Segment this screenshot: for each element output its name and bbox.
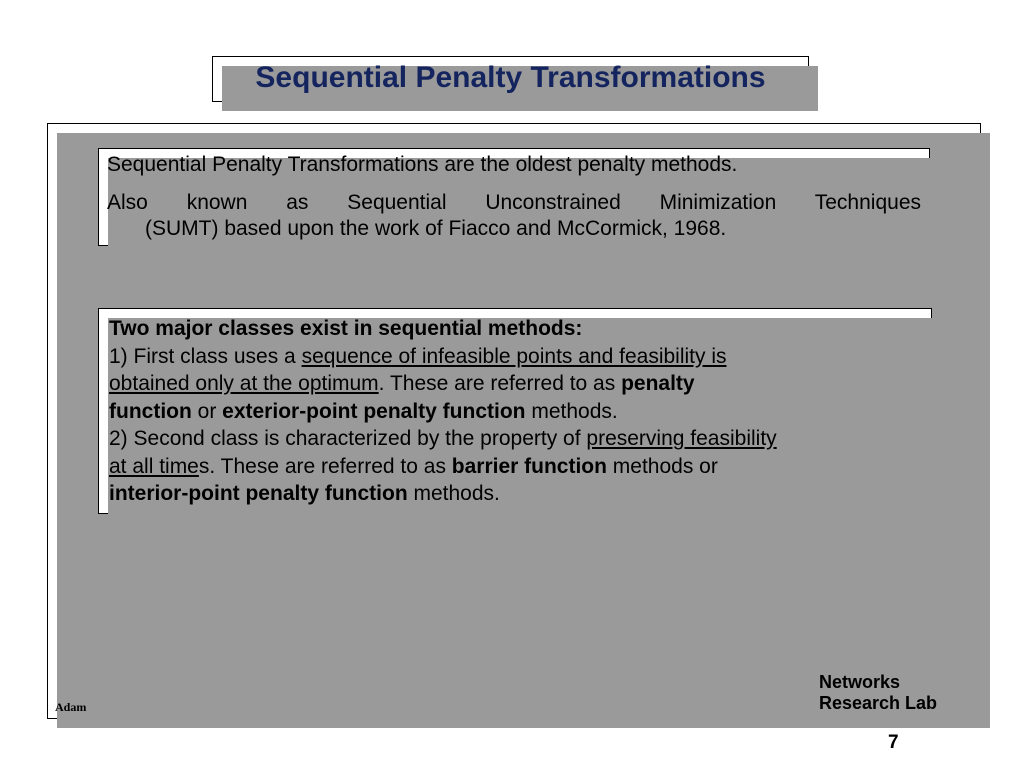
title-box — [212, 56, 809, 102]
lab-name — [819, 672, 937, 714]
second-class-line-2: at all times. These are referred to as barrier function methods or — [109, 454, 718, 478]
slide-title: Sequential Penalty Transformations — [255, 61, 766, 94]
second-class-line-3: interior-point penalty function methods. — [109, 482, 500, 505]
intro-text-box — [98, 148, 930, 246]
first-class-line-3: function or exterior-point penalty function methods. — [109, 399, 618, 423]
first-class-line-2: obtained only at the optimum. These are referred to as penalty — [109, 372, 695, 395]
first-class-line-1: 1) First class uses a sequence of infeasible points and feasibility is — [109, 344, 727, 368]
lab-name-line-2: Research Lab — [819, 693, 938, 713]
second-class-line-1: 2) Second class is characterized by the property of preserving feasibility — [109, 427, 777, 450]
page-number: 7 — [888, 732, 899, 753]
author-label: Adam — [55, 700, 87, 714]
intro-line-2: Also known as Sequential Unconstrained Minimization Techniques — [107, 191, 921, 214]
classes-text-box — [98, 308, 932, 514]
intro-line-1: Sequential Penalty Transformations are the oldest penalty methods. — [107, 153, 738, 176]
classes-heading: Two major classes exist in sequential methods: — [109, 317, 583, 340]
intro-line-3: (SUMT) based upon the work of Fiacco and McCormick, 1968. — [145, 217, 727, 240]
lab-name-line-1: Networks — [819, 672, 901, 692]
